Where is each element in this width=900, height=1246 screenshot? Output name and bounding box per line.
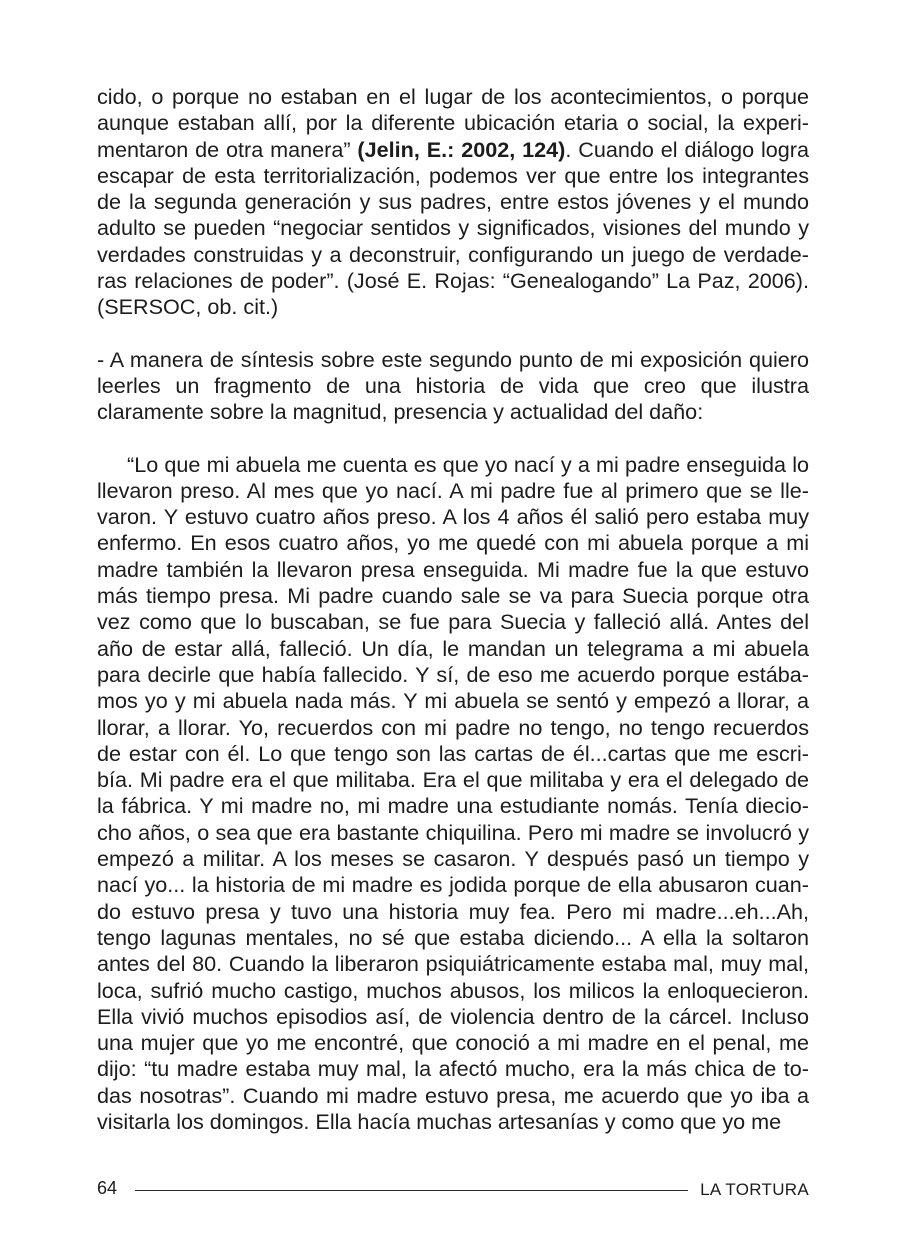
paragraph-continuation [97,84,809,321]
page-footer [97,1176,809,1200]
paragraph-synthesis: - A manera de síntesis sobre este segundo punto de mi exposición quiero leerles un fragmento de una historia de vida que creo que ilustra claramente sobre la magnitud, presencia y actualidad del daño: [97,346,809,425]
page-body [97,84,809,1135]
footer-rule [135,1190,688,1191]
page-number: 64 [97,1177,118,1198]
running-title: LA TORTURA [700,1179,809,1199]
paragraph-text: . Cuando el diálogo logra escapar de esta territorialización, podemos ver que entre los integrantes de la segunda generación y sus padres, entre estos jóvenes y el mundo adulto se pueden “negociar sentidos y significados, visiones del mundo y verdades construidas y a deconstruir, configurando un juego de verdaderas relaciones de poder”. (José E. Rojas: “Genealogando” La Paz, 2006). (SERSOC, ob. cit.) [97,136,810,320]
citation-jelin: (Jelin, E.: 2002, 124) [357,136,566,162]
paragraph-text: cido, o porque no estaban en el lugar de los acontecimientos, o porque aunque estaban allí, por la diferente ubicación etaria o social, la experimentaron de otra manera” [97,84,809,162]
paragraph-testimony-quote: “Lo que mi abuela me cuenta es que yo nací y a mi padre enseguida lo llevaron preso. Al mes que yo nací. A mi padre fue al primero que se llevaron. Y estuvo cuatro años preso. A los 4 años él salió pero estaba muy enfermo. En esos cuatro años, yo me quedé con mi abuela porque a mi madre también la llevaron presa enseguida. Mi madre fue la que estuvo más tiempo presa. Mi padre cuando sale se va para Suecia porque otra vez como que lo buscaban, se fue para Suecia y falleció allá. Antes del año de estar allá, falleció. Un día, le mandan un telegrama a mi abuela para decirle que había fallecido. Y sí, de eso me acuerdo porque estábamos yo y mi abuela nada más. Y mi abuela se sentó y empezó a llorar, a llorar, a llorar. Yo, recuerdos con mi padre no tengo, no tengo recuerdos de estar con él. Lo que tengo son las cartas de él...cartas que me escribía. Mi padre era el que militaba. Era el que militaba y era el delegado de la fábrica. Y mi madre no, mi madre una estudiante nomás. Tenía dieciocho años, o sea que era bastante chiquilina. Pero mi madre se involucró y empezó a militar. A los meses se casaron. Y después pasó un tiempo y nací yo... la historia de mi madre es jodida porque de ella abusaron cuando estuvo presa y tuvo una historia muy fea. Pero mi madre...eh...Ah, tengo lagunas mentales, no sé que estaba diciendo... A ella la soltaron antes del 80. Cuando la liberaron psiquiátricamente estaba mal, muy mal, loca, sufrió mucho castigo, muchos abusos, los milicos la enloquecieron. Ella vivió muchos episodios así, de violencia dentro de la cárcel. Incluso una mujer que yo me encontré, que conoció a mi madre en el penal, me dijo: “tu madre estaba muy mal, la afectó mucho, era la más chica de todas nosotras”. Cuando mi madre estuvo presa, me acuerdo que yo iba a visitarla los domingos. Ella hacía muchas artesanías y como que yo me [97,451,809,1134]
